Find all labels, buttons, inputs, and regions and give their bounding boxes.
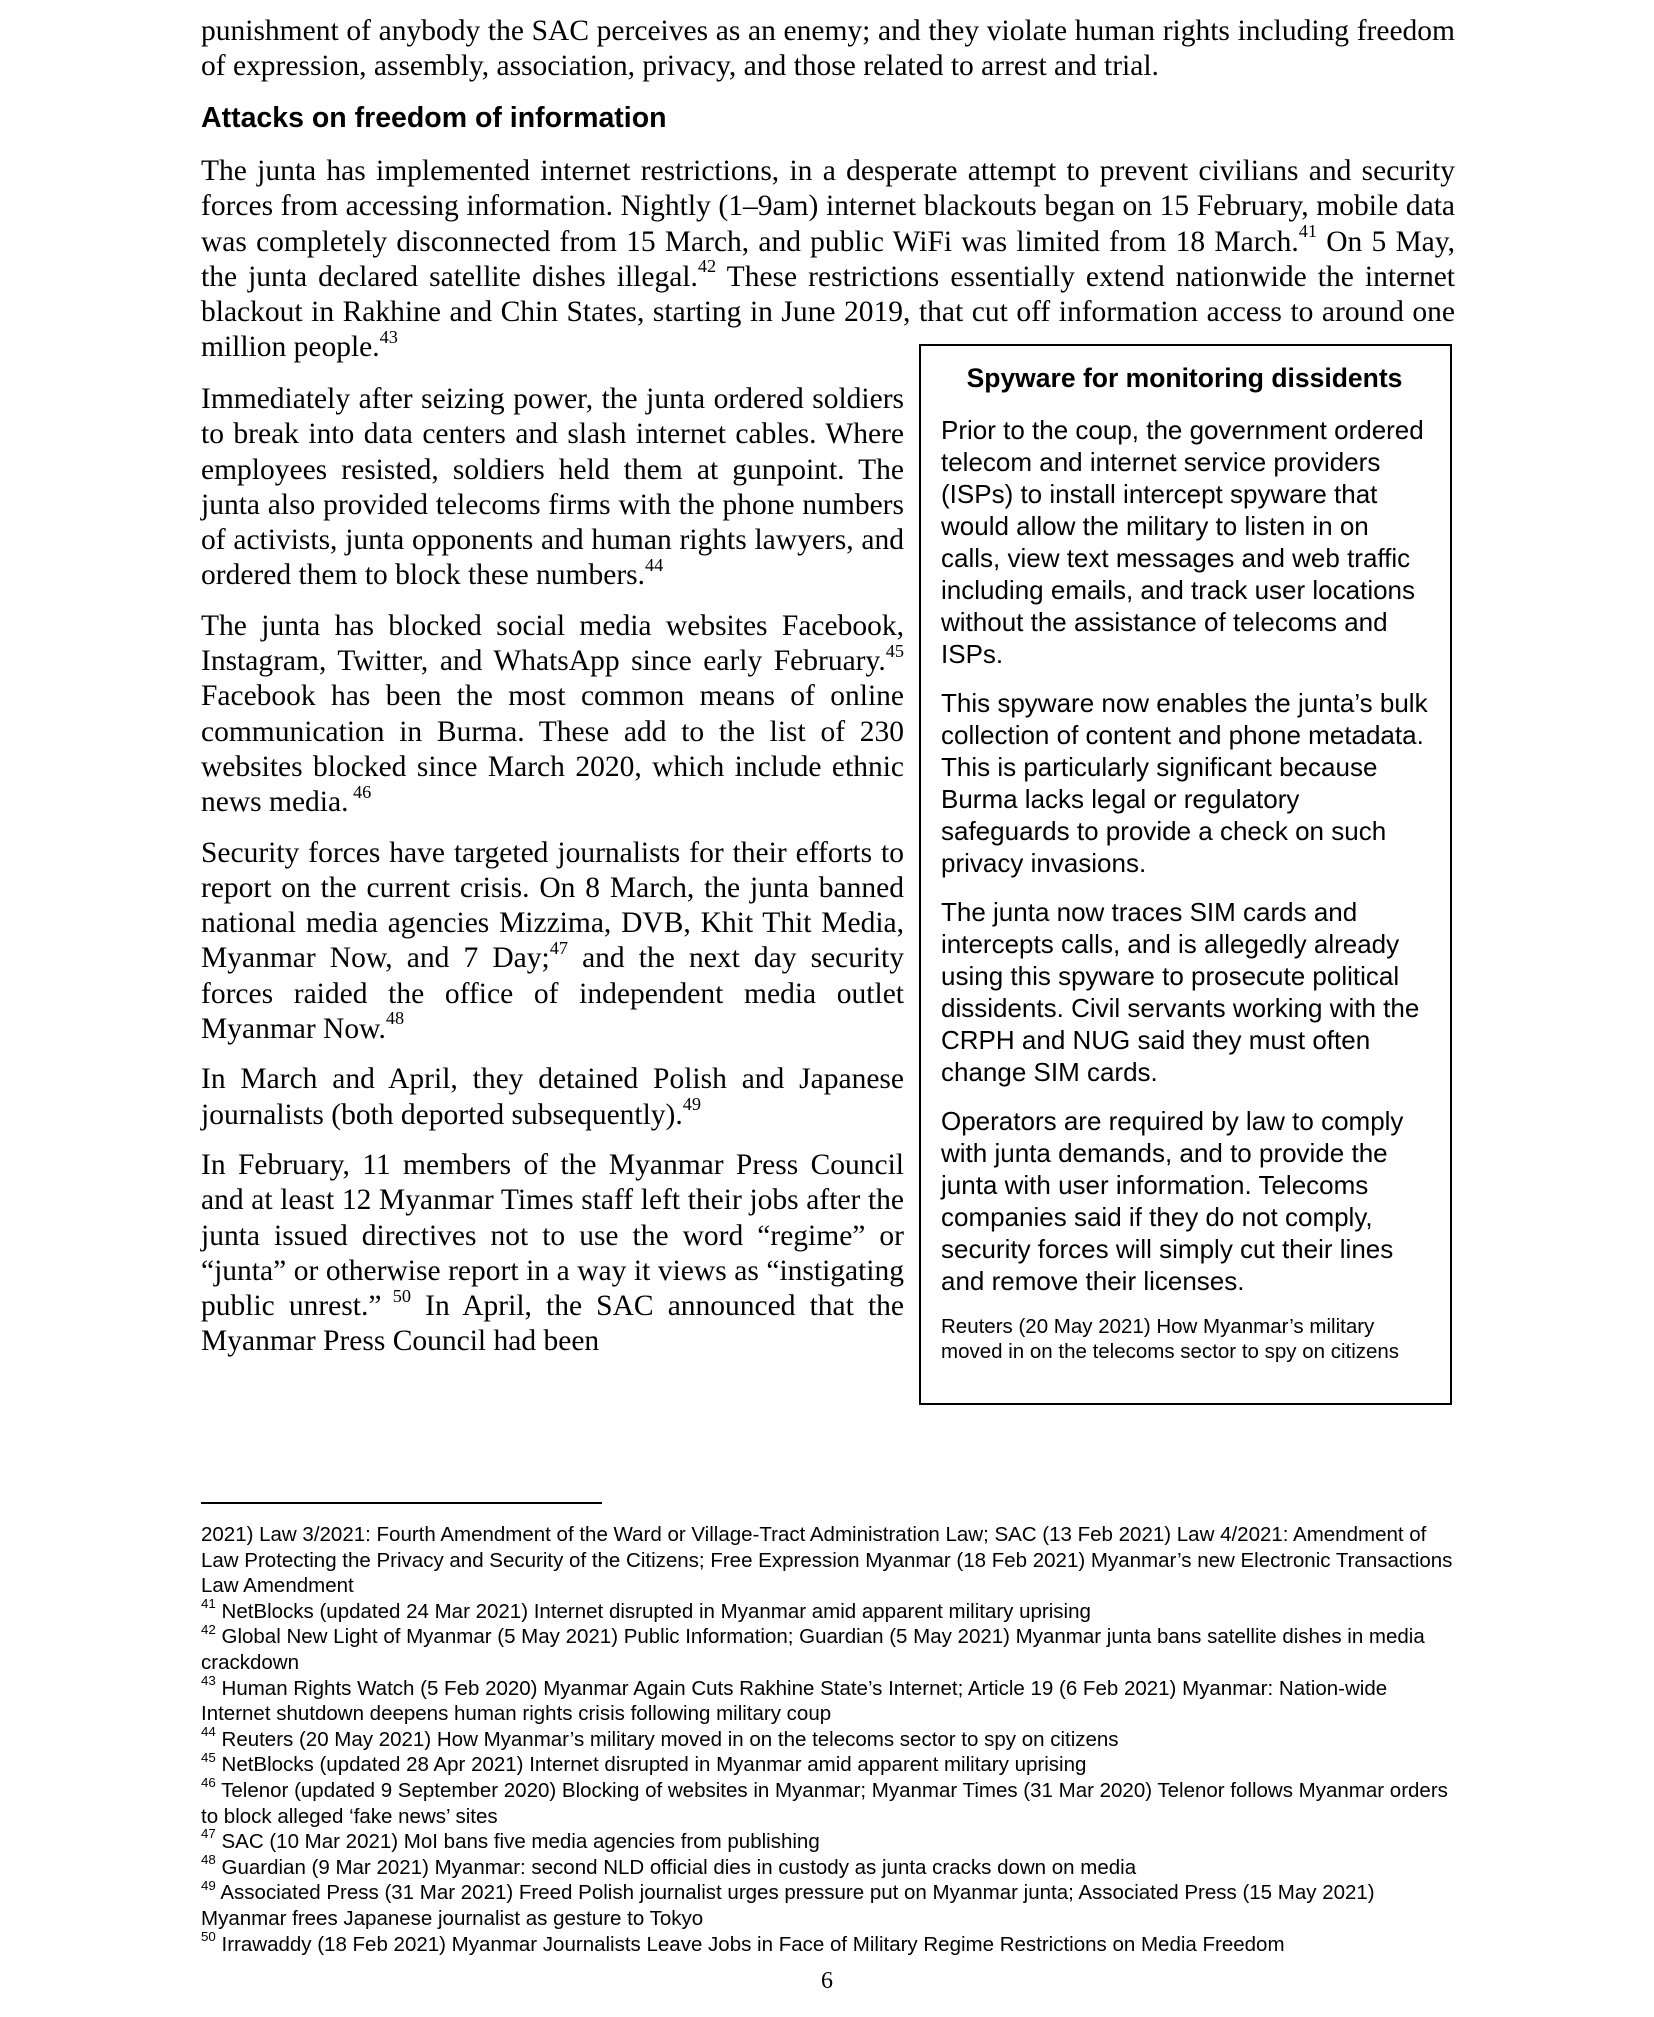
footnote-ref-43[interactable]: 43 xyxy=(379,326,398,347)
journalists-paragraph xyxy=(201,836,904,1048)
journalists-text-b: and the next day security forces raided the office of independent media outlet Myanmar Now. xyxy=(201,942,904,1046)
footnote-text: Irrawaddy (18 Feb 2021) Myanmar Journalists Leave Jobs in Face of Military Regime Restrictions on Media Freedom xyxy=(215,1932,1285,1956)
footnote-text: NetBlocks (updated 24 Mar 2021) Internet disrupted in Myanmar amid apparent military uprising xyxy=(215,1599,1091,1623)
blackout-text-3: These restrictions essentially extend nationwide the internet blackout in Rakhine and Chin States, starting in June 2019, that cut off information access to around one million people. xyxy=(201,260,1455,364)
footnote-ref-45[interactable]: 45 xyxy=(885,640,904,661)
footnote-42 xyxy=(201,1621,1461,1675)
footnote-text: Reuters (20 May 2021) How Myanmar’s military moved in on the telecoms sector to spy on citizens xyxy=(215,1727,1119,1751)
footnote-ref-47[interactable]: 47 xyxy=(549,937,568,958)
footnote-continuation: 2021) Law 3/2021: Fourth Amendment of the Ward or Village-Tract Administration Law; SAC (13 Feb 2021) Law 4/2021: Amendment of Law Protecting the Privacy and Security of the Citizens; Free Expression Myanmar (18 Feb 2021) Myanmar’s new Electronic Transactions Law Amendment xyxy=(201,1523,1453,1598)
footnote-47 xyxy=(201,1826,1461,1855)
footnote-48 xyxy=(201,1851,1461,1881)
footnote-45 xyxy=(201,1749,1461,1778)
footnote-ref-44[interactable]: 44 xyxy=(645,554,664,575)
footnote-50 xyxy=(201,1928,1461,1958)
sidebox-paragraph: Operators are required by law to comply with junta demands, and to provide the junta with user information. Telecoms companies said if they do not comply, security forces will simply cut their lines and remove their licenses. xyxy=(941,1106,1404,1296)
footnotes-section xyxy=(201,1522,1461,1957)
footnote-ref-46[interactable]: 46 xyxy=(348,781,372,802)
sidebox-paragraph: The junta now traces SIM cards and intercepts calls, and is allegedly already using this spyware to prosecute political dissidents. Civil servants working with the CRPH and NUG said they must often change SIM cards. xyxy=(941,897,1420,1087)
social-media-text-b: Facebook has been the most common means of online communication in Burma. These add to the list of 230 websites blocked since March 2020, which include ethnic news media. xyxy=(201,680,904,819)
footnote-divider xyxy=(201,1502,602,1504)
footnote-ref-41[interactable]: 41 xyxy=(1298,221,1318,242)
footnote-text: Guardian (9 Mar 2021) Myanmar: second NLD official dies in custody as junta cracks down on media xyxy=(215,1855,1137,1879)
footnote-number: 42 xyxy=(201,1621,216,1637)
footnote-text: Associated Press (31 Mar 2021) Freed Polish journalist urges pressure put on Myanmar junta; Associated Press (15 May 2021) Myanmar frees Japanese journalist as gesture to Tokyo xyxy=(201,1881,1375,1930)
detained-text: In March and April, they detained Polish and Japanese journalists (both deported subsequently). xyxy=(201,1063,904,1131)
blackout-paragraph xyxy=(201,154,1455,366)
section-heading: Attacks on freedom of information xyxy=(201,102,667,134)
footnote-text: Global New Light of Myanmar (5 May 2021) Public Information; Guardian (5 May 2021) Myanmar junta bans satellite dishes in media crackdown xyxy=(201,1625,1425,1674)
blackout-text-1: The junta has implemented internet restrictions, in a desperate attempt to prevent civilians and security forces from accessing information. Nightly (1–9am) internet blackouts began on 15 February, mobile data was completely disconnected from 15 March, and public WiFi was limited from 18 March. xyxy=(201,155,1455,258)
detained-paragraph xyxy=(201,1062,904,1133)
footnote-46 xyxy=(201,1775,1461,1829)
journalists-text: Security forces have targeted journalists for their efforts to report on the current crisis. On 8 March, the junta banned national media agencies Mizzima, DVB, Khit Thit Media, Myanmar Now, and 7 Day; xyxy=(201,836,904,975)
data-center-text: Immediately after seizing power, the junta ordered soldiers to break into data centers and slash internet cables. Where employees resisted, soldiers held them at gunpoint. The junta also provided telecoms firms with the phone numbers of activists, junta opponents and human rights lawyers, and ordered them to block these numbers. xyxy=(201,383,904,592)
sidebox-paragraph: Prior to the coup, the government ordered telecom and internet service providers (ISPs) to install intercept spyware that would allow the military to listen in on calls, view text messages and web traffic including emails, and track user locations without the assistance of telecoms and ISPs. xyxy=(941,415,1424,669)
footnote-44 xyxy=(201,1723,1461,1753)
sidebox-paragraph: This spyware now enables the junta’s bulk collection of content and phone metadata. This is particularly significant because Burma lacks legal or regulatory safeguards to provide a check on such privacy invasions. xyxy=(941,688,1428,878)
blackout-text-2: On 5 May, the junta declared satellite dishes illegal. xyxy=(201,225,1455,293)
footnote-number: 41 xyxy=(201,1595,216,1611)
sidebox-source: Reuters (20 May 2021) How Myanmar’s military moved in on the telecoms sector to spy on citizens xyxy=(941,1315,1400,1363)
footnote-ref-50[interactable]: 50 xyxy=(381,1285,412,1306)
social-media-text: The junta has blocked social media websites Facebook, Instagram, Twitter, and WhatsApp since early February. xyxy=(201,609,904,678)
footnote-number: 44 xyxy=(201,1723,216,1739)
page-number: 6 xyxy=(821,1968,833,1994)
footnote-ref-48[interactable]: 48 xyxy=(385,1008,405,1029)
footnote-ref-49[interactable]: 49 xyxy=(682,1094,702,1115)
footnote-number: 50 xyxy=(201,1928,216,1944)
footnote-text: Telenor (updated 9 September 2020) Blocking of websites in Myanmar; Myanmar Times (31 Mar 2020) Telenor follows Myanmar orders to block alleged ‘fake news’ sites xyxy=(201,1778,1448,1828)
footnote-number: 46 xyxy=(201,1775,216,1791)
footnote-number: 45 xyxy=(201,1749,216,1765)
sidebox-title: Spyware for monitoring dissidents xyxy=(966,363,1403,393)
footnote-text: Human Rights Watch (5 Feb 2020) Myanmar Again Cuts Rakhine State’s Internet; Article 19 (6 Feb 2021) Myanmar: Nation-wide Internet shutdown deepens human rights crisis following military coup xyxy=(201,1676,1388,1726)
data-center-paragraph xyxy=(201,382,904,594)
press-council-paragraph xyxy=(201,1148,904,1360)
footnote-number: 47 xyxy=(201,1826,216,1842)
press-council-text-b: In April, the SAC announced that the Myanmar Press Council had been xyxy=(201,1290,904,1358)
footnote-number: 49 xyxy=(201,1877,216,1893)
press-council-text: In February, 11 members of the Myanmar Press Council and at least 12 Myanmar Times staff left their jobs after the junta issued directives not to use the word “regime” or “junta” or otherwise report in a way it views as “instigating public unrest.” xyxy=(201,1148,904,1323)
footnote-49 xyxy=(201,1877,1461,1931)
spyware-sidebox xyxy=(919,344,1452,1405)
intro-paragraph: punishment of anybody the SAC perceives as an enemy; and they violate human rights including freedom of expression, assembly, association, privacy, and those related to arrest and trial. xyxy=(201,15,1455,83)
footnote-number: 43 xyxy=(201,1672,216,1688)
social-media-paragraph xyxy=(201,609,904,821)
footnote-ref-42[interactable]: 42 xyxy=(697,256,717,277)
footnote-number: 48 xyxy=(201,1851,216,1867)
left-column xyxy=(201,382,904,1375)
footnote-text: NetBlocks (updated 28 Apr 2021) Internet disrupted in Myanmar amid apparent military uprising xyxy=(215,1753,1087,1777)
footnote-41 xyxy=(201,1595,1461,1625)
footnote-text: SAC (10 Mar 2021) MoI bans five media agencies from publishing xyxy=(215,1830,820,1854)
footnote-43 xyxy=(201,1672,1461,1727)
